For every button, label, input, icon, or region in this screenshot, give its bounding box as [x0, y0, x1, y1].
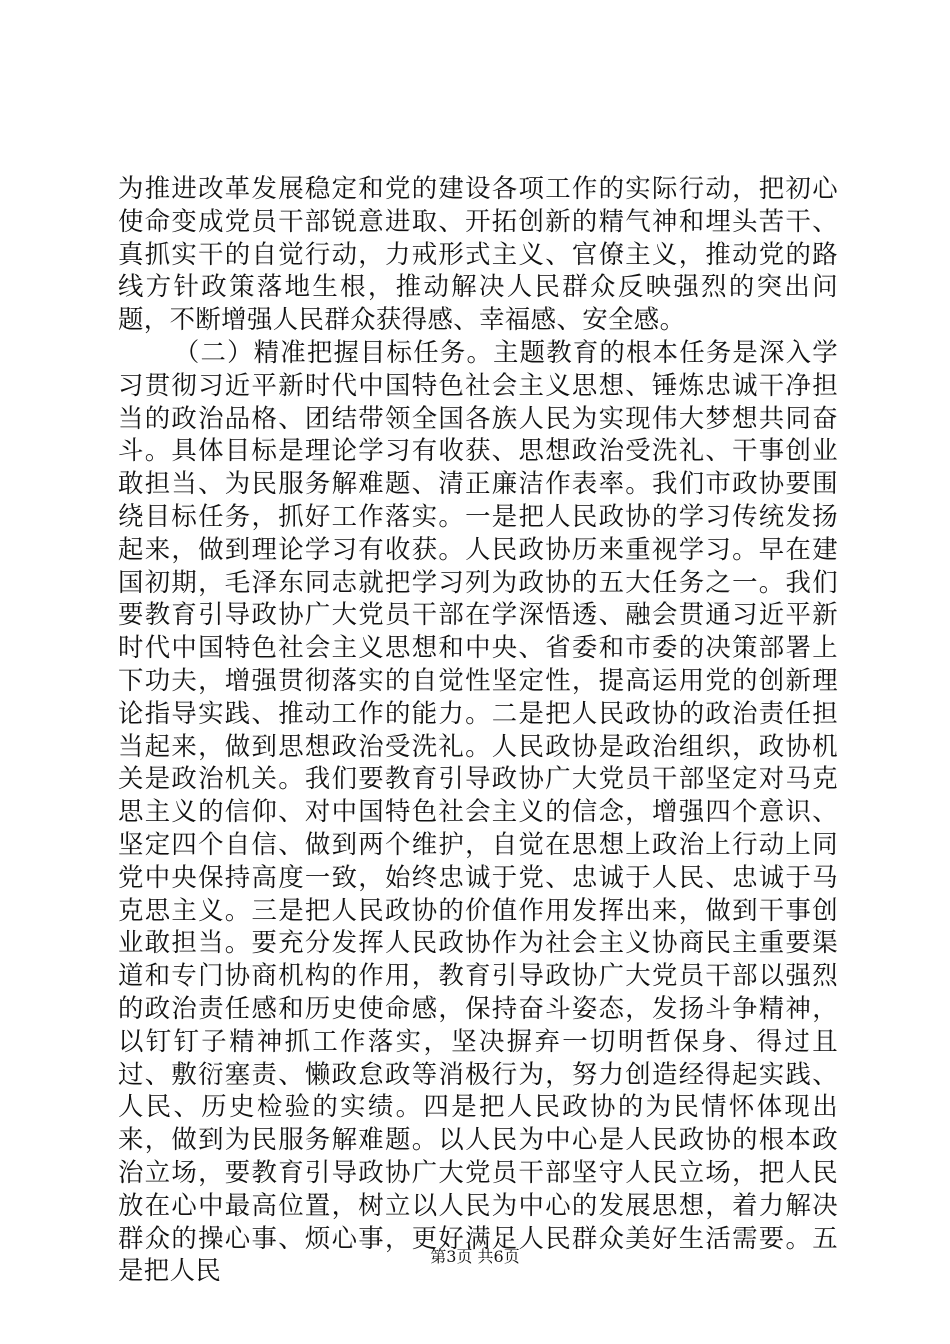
paragraph-continuation: 为推进改革发展稳定和党的建设各项工作的实际行动，把初心使命变成党员干部锐意进取、开拓创新的精气神和埋头苦干、真抓实干的自觉行动，力戒形式主义、官僚主义，推动党的路线方针政策落地生根，推动解决人民群众反映强烈的突出问题，不断增强人民群众获得感、幸福感、安全感。	[118, 173, 838, 335]
document-body	[118, 172, 838, 1287]
paragraph-section-two: （二）精准把握目标任务。主题教育的根本任务是深入学习贯彻习近平新时代中国特色社会主义思想、锤炼忠诚干净担当的政治品格、团结带领全国各族人民为实现伟大梦想共同奋斗。具体目标是理论学习有收获、思想政治受洗礼、干事创业敢担当、为民服务解难题、清正廉洁作表率。我们市政协要围绕目标任务，抓好工作落实。一是把人民政协的学习传统发扬起来，做到理论学习有收获。人民政协历来重视学习。早在建国初期，毛泽东同志就把学习列为政协的五大任务之一。我们要教育引导政协广大党员干部在学深悟透、融会贯通习近平新时代中国特色社会主义思想和中央、省委和市委的决策部署上下功夫，增强贯彻落实的自觉性坚定性，提高运用党的创新理论指导实践、推动工作的能力。二是把人民政协的政治责任担当起来，做到思想政治受洗礼。人民政协是政治组织，政协机关是政治机关。我们要教育引导政协广大党员干部坚定对马克思主义的信仰、对中国特色社会主义的信念，增强四个意识、坚定四个自信、做到两个维护，自觉在思想上政治上行动上同党中央保持高度一致，始终忠诚于党、忠诚于人民、忠诚于马克思主义。三是把人民政协的价值作用发挥出来，做到干事创业敢担当。要充分发挥人民政协作为社会主义协商民主重要渠道和专门协商机构的作用，教育引导政协广大党员干部以强烈的政治责任感和历史使命感，保持奋斗姿态，发扬斗争精神，以钉钉子精神抓工作落实，坚决摒弃一切明哲保身、得过且过、敷衍塞责、懒政怠政等消极行为，努力创造经得起实践、人民、历史检验的实绩。四是把人民政协的为民情怀体现出来，做到为民服务解难题。以人民为中心是人民政协的根本政治立场，要教育引导政协广大党员干部坚守人民立场，把人民放在心中最高位置，树立以人民为中心的发展思想，着力解决群众的操心事、烦心事，更好满足人民群众美好生活需要。五是把人民	[118, 336, 838, 1286]
page-number-footer: 第3页 共6页	[430, 1247, 520, 1266]
